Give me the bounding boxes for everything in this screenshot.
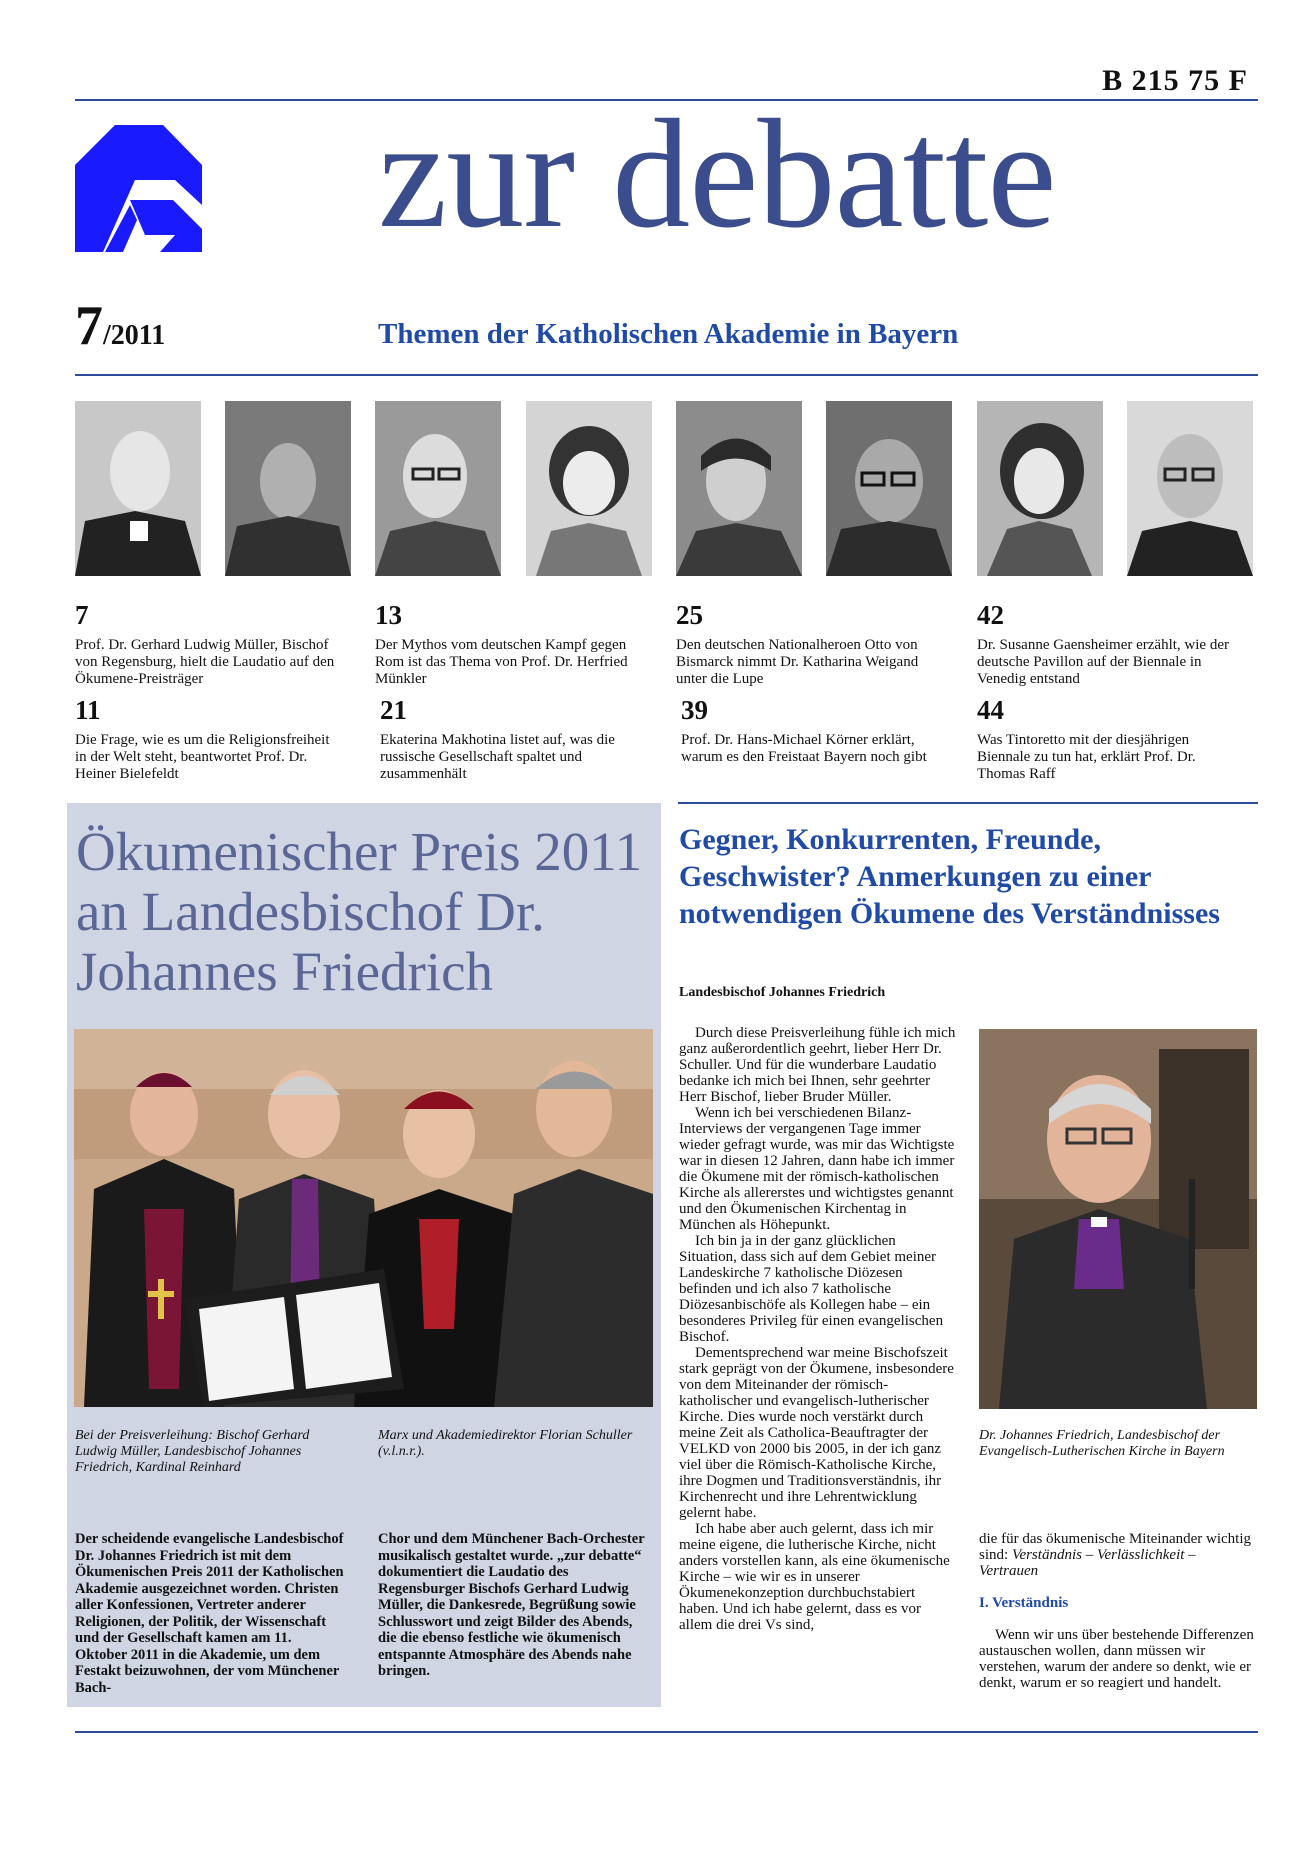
- body-text: die für das ökumenische Miteinander wichtig sind:: [979, 1531, 1252, 1563]
- portrait-image: [225, 401, 351, 576]
- body-paragraph: [979, 1531, 1257, 1579]
- toc-page-number: 11: [75, 695, 101, 725]
- issue-year: /2011: [103, 320, 166, 351]
- toc-entry[interactable]: [75, 697, 340, 783]
- toc-entry[interactable]: [676, 602, 941, 688]
- article-headline: Gegner, Konkurrenten, Freunde, Geschwister? Anmerkungen zu einer notwendigen Ökumene des Verständnisses: [679, 823, 1220, 930]
- photo-caption: Bei der Preisverleihung: Bischof Gerhard Ludwig Müller, Landesbischof Johannes Friedrich, Kardinal Reinhard: [75, 1428, 310, 1475]
- issue-label: [75, 295, 166, 357]
- photo-caption: Marx und Akademiedirektor Florian Schuller (v.l.n.r.).: [378, 1428, 633, 1459]
- header-rule: [75, 374, 1258, 376]
- body-paragraph: Ich bin ja in der ganz glücklichen Situation, dass sich auf dem Gebiet meiner Landeskirche 7 katholische Diözesen befinden und ich also 7 katholische Diözesanbischöfe als Kollegen habe – ein besonderes Privileg für einen evangelischen Bischof.: [679, 1233, 944, 1345]
- byline: Landesbischof Johannes Friedrich: [679, 985, 886, 1000]
- toc-entry[interactable]: [380, 697, 645, 783]
- body-text-italic: Verständnis – Verlässlichkeit – Vertrauen: [979, 1547, 1196, 1579]
- body-paragraph: Wenn wir uns über bestehende Differenzen austauschen wollen, dann müssen wir verstehen, warum der andere so denkt, wie er denkt, warum er so reagiert und handelt.: [979, 1627, 1254, 1691]
- masthead-title: zur debatte: [378, 87, 1056, 260]
- article-body-column: [679, 1025, 956, 1633]
- toc-page-number: 7: [75, 600, 89, 630]
- toc-text: Prof. Dr. Gerhard Ludwig Müller, Bischof von Regensburg, hielt die Laudatio auf den Ökumene-Preisträger: [75, 637, 335, 687]
- toc-page-number: 21: [380, 695, 407, 725]
- portrait-image: [977, 401, 1103, 576]
- toc-text: Ekaterina Makhotina listet auf, was die russische Gesellschaft spaltet und zusammenhält: [380, 732, 615, 782]
- bottom-rule: [75, 1731, 1258, 1733]
- toc-page-number: 25: [676, 600, 703, 630]
- subtitle: Themen der Katholischen Akademie in Bayern: [378, 318, 959, 350]
- academy-logo: [75, 125, 202, 252]
- body-paragraph: Wenn ich bei verschiedenen Bilanz-Interviews der vergangenen Tage immer wieder gefragt wurde, was mir das Wichtigste war in diesen 12 Jahren, dann habe ich immer die Ökumene mit der römisch-katholischen Kirche als allererstes und wichtigstes genannt und den Ökumenischen Kirchentag in München als Höhepunkt.: [679, 1105, 955, 1233]
- toc-entry[interactable]: [977, 697, 1242, 783]
- award-ceremony-photo: [74, 1029, 653, 1407]
- issue-number: 7: [75, 295, 103, 357]
- portrait-image: [75, 401, 201, 576]
- body-paragraph: Ich habe aber auch gelernt, dass ich mir meine eigene, die lutherische Kirche, nicht anders vorstellen kann, als eine ökumenische Kirche – wie wir es in unserer Ökumenekonzeption durchbuchstabiert haben. Und ich habe gelernt, dass es vor allem die drei Vs sind,: [679, 1521, 950, 1633]
- toc-text: Den deutschen Nationalheroen Otto von Bismarck nimmt Dr. Katharina Weigand unter die Lupe: [676, 637, 919, 687]
- toc-entry[interactable]: [681, 697, 946, 766]
- body-paragraph: Durch diese Preisverleihung fühle ich mich ganz außerordentlich geehrt, lieber Herr Dr. Schuller. Und für die wunderbare Laudatio bedanke ich mich bei Ihnen, sehr geehrter Herr Bischof, lieber Bruder Müller.: [679, 1025, 956, 1105]
- speaker-photo: [979, 1029, 1257, 1409]
- toc-page-number: 42: [977, 600, 1004, 630]
- portrait-image: [375, 401, 501, 576]
- toc-text: Dr. Susanne Gaensheimer erzählt, wie der deutsche Pavillon auf der Biennale in Venedig entstand: [977, 637, 1229, 687]
- portrait-image: [1127, 401, 1253, 576]
- article-rule: [678, 802, 1258, 804]
- toc-entry[interactable]: [977, 602, 1242, 688]
- toc-page-number: 39: [681, 695, 708, 725]
- postal-code: B 215 75 F: [1102, 64, 1248, 97]
- toc-entry[interactable]: [75, 602, 340, 688]
- lead-intro: Chor und dem Münchener Bach-Orchester musikalisch gestaltet wurde. „zur debatte“ dokumentiert die Laudatio des Regensburger Bischofs Gerhard Ludwig Müller, die Dankesrede, Begrüßung sowie Schlusswort und zeigt Bilder des Abends, die die ebenso festliche wie ökumenisch entspannte Atmosphäre des Abends nahe bringen.: [378, 1531, 645, 1679]
- toc-page-number: 44: [977, 695, 1004, 725]
- portrait-image: [526, 401, 652, 576]
- toc-page-number: 13: [375, 600, 402, 630]
- lead-headline: Ökumenischer Preis 2011 an Landesbischof Dr. Johannes Friedrich: [76, 821, 643, 1002]
- portrait-image: [676, 401, 802, 576]
- lead-intro: Der scheidende evangelische Landesbischof Dr. Johannes Friedrich ist mit dem Ökumenischen Preis 2011 der Katholischen Akademie ausgezeichnet worden. Christen aller Konfessionen, Vertreter anderer Religionen, der Politik, der Wissenschaft und der Gesellschaft kamen am 11. Oktober 2011 in die Akademie, um dem Festakt beizuwohnen, der vom Münchener Bach-: [75, 1531, 344, 1696]
- toc-text: Prof. Dr. Hans-Michael Körner erklärt, warum es den Freistaat Bayern noch gibt: [681, 732, 927, 765]
- toc-text: Was Tintoretto mit der diesjährigen Biennale zu tun hat, erklärt Prof. Dr. Thomas Raff: [977, 732, 1196, 782]
- toc-text: Die Frage, wie es um die Religionsfreiheit in der Welt steht, beantwortet Prof. Dr. Heiner Bielefeldt: [75, 732, 330, 782]
- article-body-column: [979, 1531, 1257, 1691]
- section-heading: I. Verständnis: [979, 1595, 1069, 1611]
- body-paragraph: Dementsprechend war meine Bischofszeit stark geprägt von der Ökumene, insbesondere von dem Miteinander der römisch-katholischer und evangelisch-lutherischer Kirche. Dies wurde noch verstärkt durch meine Zeit als Catholica-Beauftragter der VELKD von 2000 bis 2005, in der ich ganz viel über die Römisch-Katholische Kirche, ihre Dogmen und Traditionsverständnis, ihr Kirchenrecht und ihre Lehrentwicklung gelernt habe.: [679, 1345, 954, 1521]
- toc-text: Der Mythos vom deutschen Kampf gegen Rom ist das Thema von Prof. Dr. Herfried Münkler: [375, 637, 628, 687]
- toc-entry[interactable]: [375, 602, 640, 688]
- portrait-image: [826, 401, 952, 576]
- photo-caption: Dr. Johannes Friedrich, Landesbischof der Evangelisch-Lutherischen Kirche in Bayern: [979, 1428, 1225, 1459]
